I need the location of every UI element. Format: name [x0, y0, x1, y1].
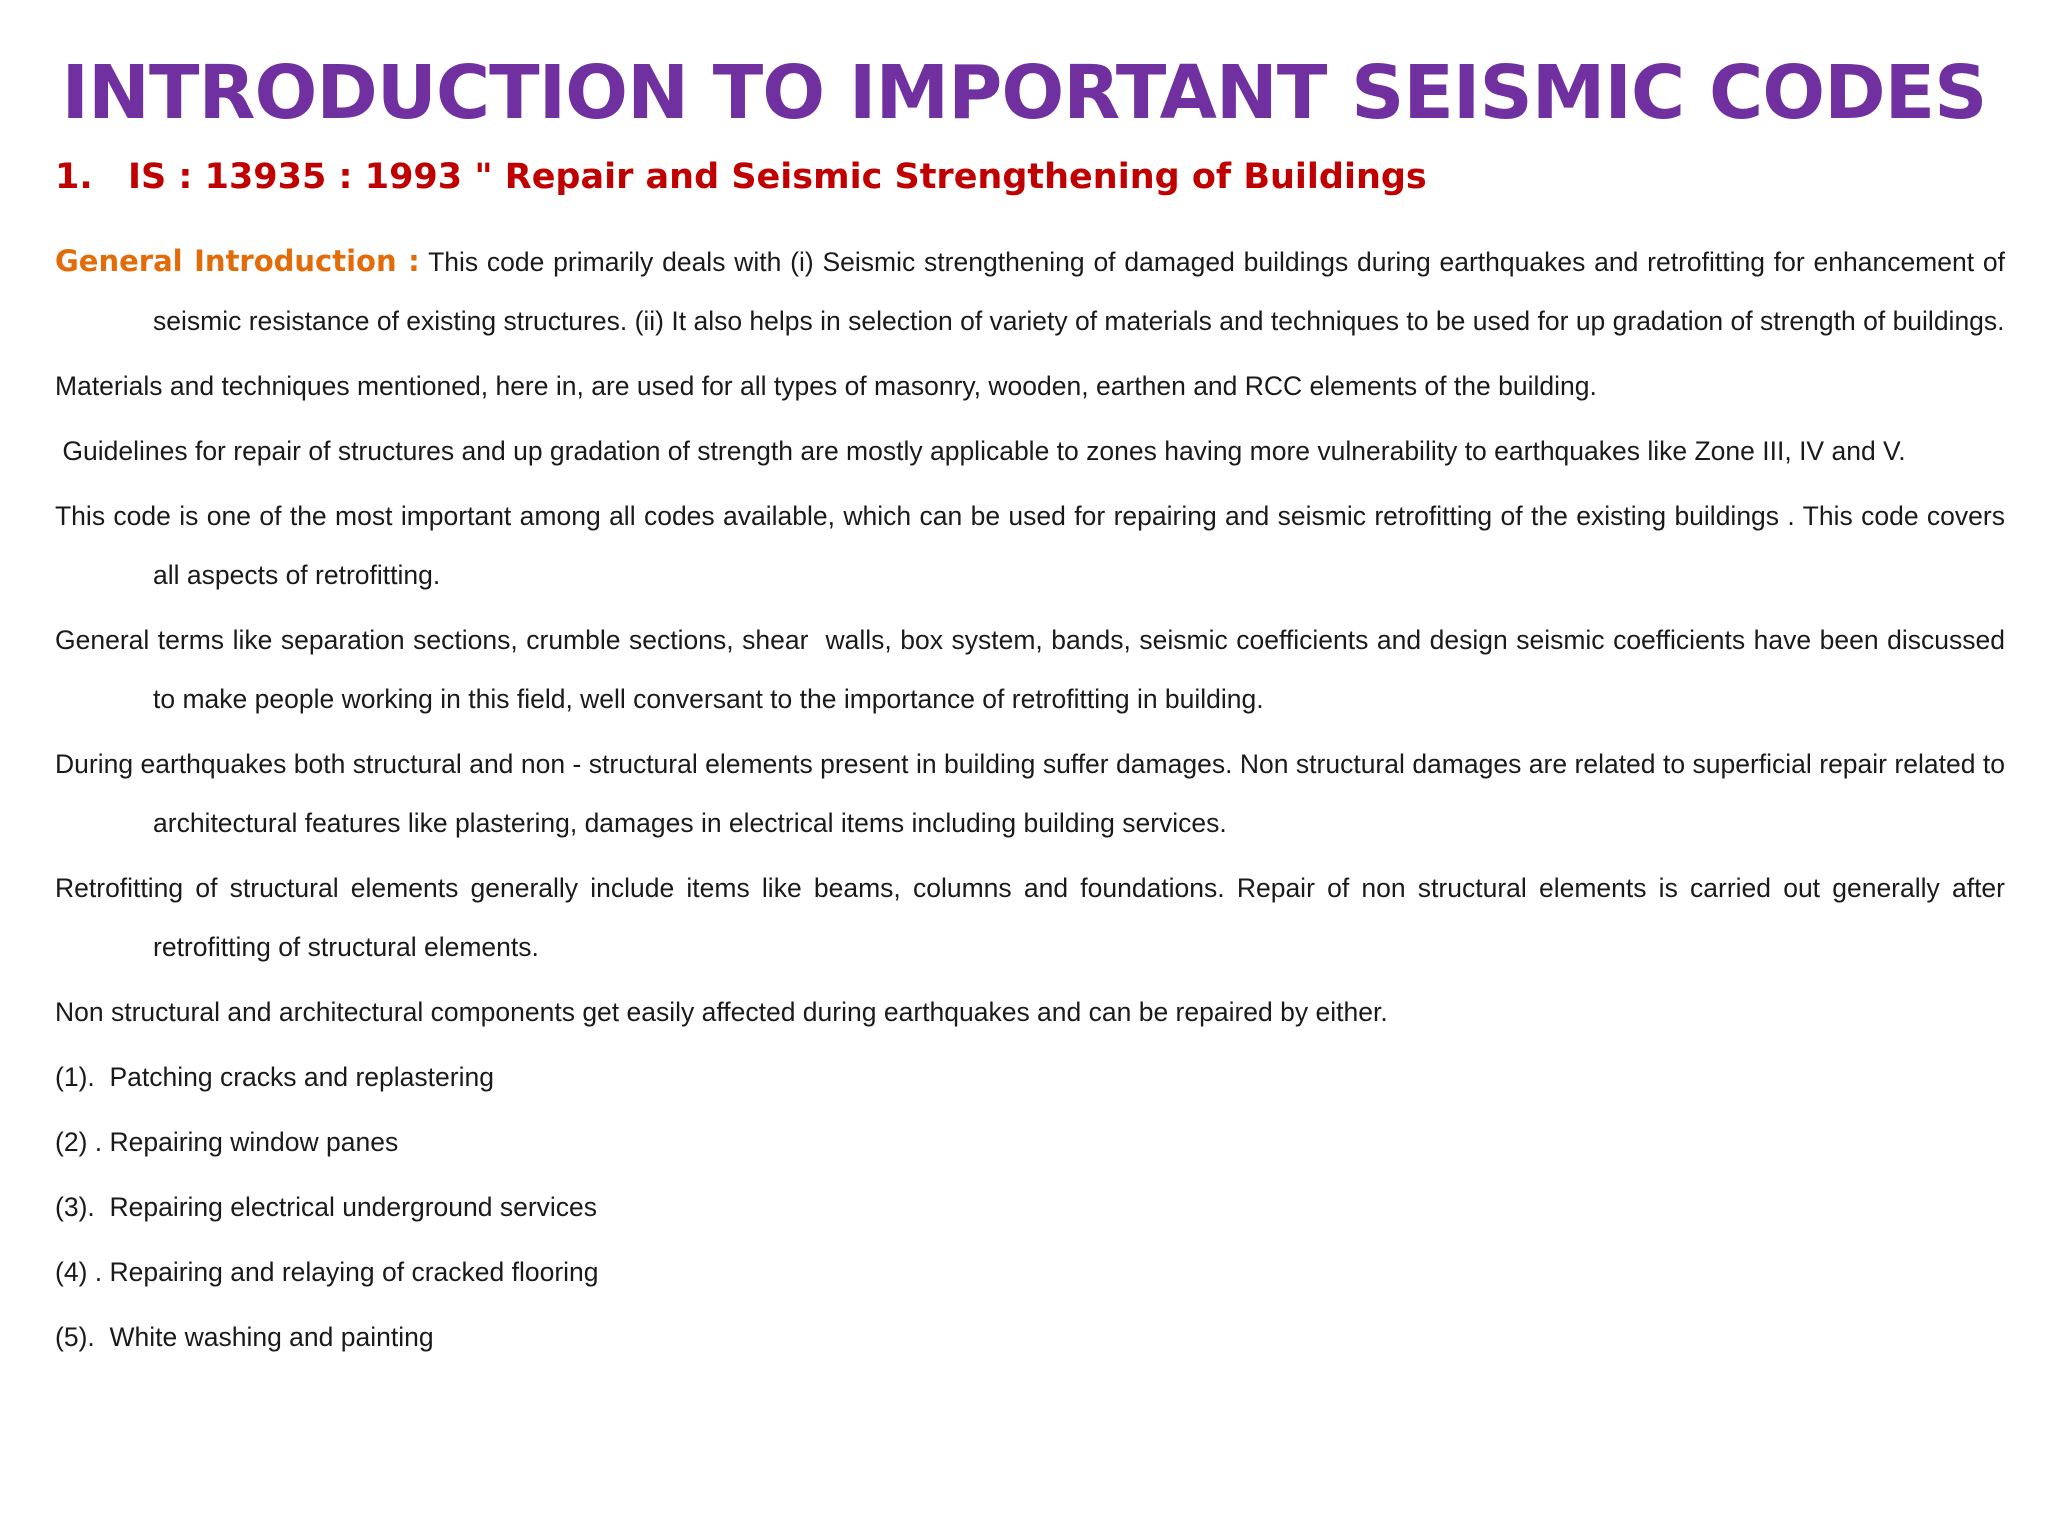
intro-text: This code primarily deals with (i) Seismic strengthening of damaged buildings during earthquakes and retrofitting for enhancement of seismic resistance of existing structures. (ii) It also helps in selection of variety of materials and techniques to be used for up gradation of strength of buildings. — [153, 247, 2005, 336]
intro-paragraph — [55, 232, 2005, 351]
list-item: (1). Patching cracks and replastering — [55, 1062, 494, 1092]
paragraph-retrofitting: Retrofitting of structural elements generally include items like beams, columns and foundations. Repair of non structural elements is carried out generally after retrofitting of structural elements. — [55, 873, 2005, 962]
paragraph-importance: This code is one of the most important among all codes available, which can be used for repairing and seismic retrofitting of the existing buildings . This code covers all aspects of retrofitting. — [55, 501, 2005, 590]
paragraph-damages: During earthquakes both structural and non - structural elements present in building suffer damages. Non structural damages are related to superficial repair related to architectural features like plastering, damages in electrical items including building services. — [55, 749, 2005, 838]
content-body — [55, 232, 2013, 1373]
section-heading-text: IS : 13935 : 1993 " Repair and Seismic Strengthening of Buildings — [128, 157, 1427, 197]
paragraph-materials: Materials and techniques mentioned, here in, are used for all types of masonry, wooden, earthen and RCC elements of the building. — [55, 371, 1597, 401]
intro-lead: General Introduction : — [55, 244, 420, 278]
paragraph-guidelines: Guidelines for repair of structures and up gradation of strength are mostly applicable to zones having more vulnerability to earthquakes like Zone III, IV and V. — [55, 436, 1906, 466]
list-item: (2) . Repairing window panes — [55, 1127, 399, 1157]
paragraph-terms: General terms like separation sections, crumble sections, shear walls, box system, bands, seismic coefficients and design seismic coefficients have been discussed to make people working in this field, well conversant to the importance of retrofitting in building. — [55, 625, 2013, 714]
paragraph-non-structural: Non structural and architectural components get easily affected during earthquakes and can be repaired by either. — [55, 997, 1388, 1027]
list-item: (5). White washing and painting — [55, 1322, 434, 1352]
page-title: INTRODUCTION TO IMPORTANT SEISMIC CODES — [61, 50, 1987, 136]
list-item: (3). Repairing electrical underground services — [55, 1192, 598, 1222]
section-heading — [55, 152, 1427, 202]
section-number: 1. — [55, 157, 93, 197]
list-item: (4) . Repairing and relaying of cracked flooring — [55, 1257, 599, 1287]
